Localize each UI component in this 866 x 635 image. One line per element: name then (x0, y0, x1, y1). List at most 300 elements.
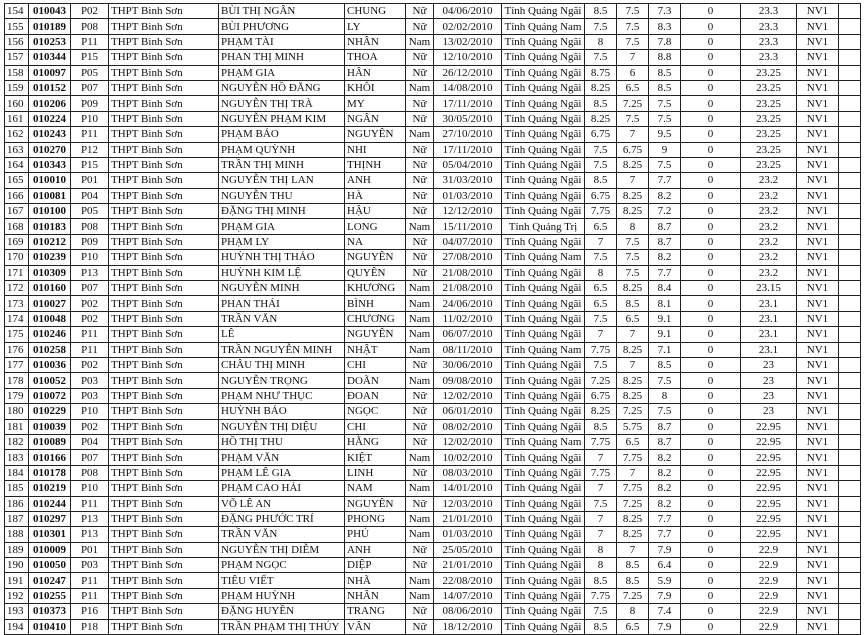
school-cell: THPT Bình Sơn (109, 450, 219, 465)
empty-cell (839, 573, 861, 588)
score-1-cell: 6.5 (585, 281, 617, 296)
room-cell: P01 (71, 542, 109, 557)
empty-cell (839, 80, 861, 95)
school-cell: THPT Bình Sơn (109, 188, 219, 203)
score-3-cell: 8.7 (649, 234, 681, 249)
wish-cell: NV1 (797, 619, 839, 634)
score-1-cell: 8.5 (585, 96, 617, 111)
score-3-cell: 6.4 (649, 558, 681, 573)
birth-date-cell: 22/08/2010 (434, 573, 502, 588)
gender-cell: Nữ (406, 234, 434, 249)
birthplace-cell: Tỉnh Quảng Ngãi (502, 327, 585, 342)
score-1-cell: 7 (585, 234, 617, 249)
room-cell: P09 (71, 96, 109, 111)
wish-cell: NV1 (797, 234, 839, 249)
school-cell: THPT Bình Sơn (109, 296, 219, 311)
room-cell: P12 (71, 142, 109, 157)
birth-date-cell: 08/11/2010 (434, 342, 502, 357)
room-cell: P11 (71, 127, 109, 142)
bonus-cell: 0 (681, 19, 741, 34)
score-2-cell: 8 (617, 219, 649, 234)
birthplace-cell: Tỉnh Quảng Ngãi (502, 588, 585, 603)
birth-date-cell: 14/08/2010 (434, 80, 502, 95)
wish-cell: NV1 (797, 527, 839, 542)
candidate-id-cell: 010050 (29, 558, 71, 573)
surname-middle-cell: PHẠM NGỌC (219, 558, 345, 573)
score-3-cell: 7.9 (649, 588, 681, 603)
row-number-cell: 165 (5, 173, 29, 188)
school-cell: THPT Bình Sơn (109, 404, 219, 419)
room-cell: P10 (71, 111, 109, 126)
bonus-cell: 0 (681, 558, 741, 573)
birthplace-cell: Tỉnh Quảng Ngãi (502, 373, 585, 388)
wish-cell: NV1 (797, 388, 839, 403)
row-number-cell: 163 (5, 142, 29, 157)
surname-middle-cell: HUỲNH BẢO (219, 404, 345, 419)
score-1-cell: 7.75 (585, 204, 617, 219)
total-score-cell: 23.2 (741, 250, 797, 265)
gender-cell: Nam (406, 127, 434, 142)
gender-cell: Nữ (406, 419, 434, 434)
empty-cell (839, 619, 861, 634)
total-score-cell: 22.95 (741, 511, 797, 526)
total-score-cell: 23.2 (741, 265, 797, 280)
table-row (5, 588, 861, 603)
given-name-cell: NHÃ (345, 573, 406, 588)
surname-middle-cell: NGUYỄN THỊ TRÀ (219, 96, 345, 111)
score-3-cell: 7.9 (649, 542, 681, 557)
row-number-cell: 161 (5, 111, 29, 126)
empty-cell (839, 234, 861, 249)
empty-cell (839, 173, 861, 188)
table-row (5, 173, 861, 188)
score-1-cell: 7.5 (585, 142, 617, 157)
candidate-id-cell: 010160 (29, 281, 71, 296)
surname-middle-cell: NGUYỄN THU (219, 188, 345, 203)
score-3-cell: 8.7 (649, 219, 681, 234)
score-1-cell: 7.75 (585, 342, 617, 357)
table-row (5, 481, 861, 496)
row-number-cell: 155 (5, 19, 29, 34)
school-cell: THPT Bình Sơn (109, 357, 219, 372)
given-name-cell: DIỆP (345, 558, 406, 573)
school-cell: THPT Bình Sơn (109, 573, 219, 588)
birthplace-cell: Tỉnh Quảng Ngãi (502, 558, 585, 573)
row-number-cell: 192 (5, 588, 29, 603)
given-name-cell: ĐOAN (345, 388, 406, 403)
school-cell: THPT Bình Sơn (109, 127, 219, 142)
gender-cell: Nữ (406, 604, 434, 619)
surname-middle-cell: ĐẶNG HUYỀN (219, 604, 345, 619)
gender-cell: Nữ (406, 173, 434, 188)
birthplace-cell: Tỉnh Quảng Ngãi (502, 157, 585, 172)
wish-cell: NV1 (797, 281, 839, 296)
total-score-cell: 22.95 (741, 496, 797, 511)
wish-cell: NV1 (797, 65, 839, 80)
wish-cell: NV1 (797, 142, 839, 157)
row-number-cell: 160 (5, 96, 29, 111)
room-cell: P11 (71, 342, 109, 357)
table-row (5, 542, 861, 557)
surname-middle-cell: BÙI PHƯƠNG (219, 19, 345, 34)
birth-date-cell: 08/03/2010 (434, 465, 502, 480)
birthplace-cell: Tỉnh Quảng Ngãi (502, 573, 585, 588)
score-2-cell: 8.25 (617, 388, 649, 403)
gender-cell: Nữ (406, 50, 434, 65)
surname-middle-cell: ĐẶNG THỊ MINH (219, 204, 345, 219)
candidate-id-cell: 010229 (29, 404, 71, 419)
total-score-cell: 23.25 (741, 65, 797, 80)
gender-cell: Nữ (406, 388, 434, 403)
table-row (5, 311, 861, 326)
gender-cell: Nữ (406, 265, 434, 280)
surname-middle-cell: LÊ (219, 327, 345, 342)
score-2-cell: 7.25 (617, 588, 649, 603)
table-body (5, 4, 861, 635)
wish-cell: NV1 (797, 4, 839, 19)
score-2-cell: 8.5 (617, 558, 649, 573)
birthplace-cell: Tỉnh Quảng Ngãi (502, 65, 585, 80)
given-name-cell: ANH (345, 173, 406, 188)
room-cell: P03 (71, 373, 109, 388)
empty-cell (839, 96, 861, 111)
total-score-cell: 23.25 (741, 157, 797, 172)
gender-cell: Nam (406, 219, 434, 234)
row-number-cell: 162 (5, 127, 29, 142)
birthplace-cell: Tỉnh Quảng Ngãi (502, 127, 585, 142)
total-score-cell: 23 (741, 404, 797, 419)
birth-date-cell: 17/11/2010 (434, 142, 502, 157)
gender-cell: Nam (406, 511, 434, 526)
total-score-cell: 23.2 (741, 234, 797, 249)
gender-cell: Nữ (406, 19, 434, 34)
bonus-cell: 0 (681, 481, 741, 496)
row-number-cell: 187 (5, 511, 29, 526)
wish-cell: NV1 (797, 373, 839, 388)
wish-cell: NV1 (797, 481, 839, 496)
score-3-cell: 8.3 (649, 19, 681, 34)
wish-cell: NV1 (797, 188, 839, 203)
school-cell: THPT Bình Sơn (109, 4, 219, 19)
gender-cell: Nữ (406, 204, 434, 219)
candidate-id-cell: 010027 (29, 296, 71, 311)
gender-cell: Nam (406, 327, 434, 342)
score-1-cell: 8.25 (585, 80, 617, 95)
wish-cell: NV1 (797, 465, 839, 480)
bonus-cell: 0 (681, 542, 741, 557)
birthplace-cell: Tỉnh Quảng Ngãi (502, 142, 585, 157)
empty-cell (839, 357, 861, 372)
score-1-cell: 6.75 (585, 388, 617, 403)
empty-cell (839, 588, 861, 603)
birth-date-cell: 24/06/2010 (434, 296, 502, 311)
room-cell: P07 (71, 450, 109, 465)
total-score-cell: 23.2 (741, 219, 797, 234)
score-2-cell: 7.5 (617, 234, 649, 249)
score-2-cell: 7.25 (617, 96, 649, 111)
birth-date-cell: 25/05/2010 (434, 542, 502, 557)
bonus-cell: 0 (681, 34, 741, 49)
room-cell: P08 (71, 19, 109, 34)
birthplace-cell: Tỉnh Quảng Ngãi (502, 311, 585, 326)
room-cell: P10 (71, 404, 109, 419)
birthplace-cell: Tỉnh Quảng Ngãi (502, 388, 585, 403)
score-3-cell: 7.7 (649, 173, 681, 188)
empty-cell (839, 342, 861, 357)
room-cell: P11 (71, 588, 109, 603)
score-3-cell: 8.2 (649, 496, 681, 511)
school-cell: THPT Bình Sơn (109, 157, 219, 172)
wish-cell: NV1 (797, 96, 839, 111)
bonus-cell: 0 (681, 388, 741, 403)
birthplace-cell: Tỉnh Quảng Nam (502, 342, 585, 357)
wish-cell: NV1 (797, 219, 839, 234)
total-score-cell: 23.2 (741, 204, 797, 219)
score-1-cell: 8 (585, 34, 617, 49)
candidate-id-cell: 010178 (29, 465, 71, 480)
empty-cell (839, 496, 861, 511)
birthplace-cell: Tỉnh Quảng Ngãi (502, 204, 585, 219)
total-score-cell: 22.95 (741, 419, 797, 434)
score-2-cell: 8.25 (617, 204, 649, 219)
candidate-id-cell: 010010 (29, 173, 71, 188)
empty-cell (839, 481, 861, 496)
candidate-id-cell: 010243 (29, 127, 71, 142)
row-number-cell: 189 (5, 542, 29, 557)
table-row (5, 157, 861, 172)
given-name-cell: KHƯƠNG (345, 281, 406, 296)
row-number-cell: 179 (5, 388, 29, 403)
score-2-cell: 6.5 (617, 619, 649, 634)
candidate-id-cell: 010189 (29, 19, 71, 34)
gender-cell: Nữ (406, 465, 434, 480)
total-score-cell: 23.3 (741, 50, 797, 65)
birth-date-cell: 27/08/2010 (434, 250, 502, 265)
room-cell: P02 (71, 311, 109, 326)
score-1-cell: 7 (585, 327, 617, 342)
table-row (5, 111, 861, 126)
school-cell: THPT Bình Sơn (109, 327, 219, 342)
birth-date-cell: 12/02/2010 (434, 434, 502, 449)
row-number-cell: 164 (5, 157, 29, 172)
surname-middle-cell: PHẠM VĂN (219, 450, 345, 465)
score-2-cell: 6.5 (617, 311, 649, 326)
birth-date-cell: 06/01/2010 (434, 404, 502, 419)
candidate-id-cell: 010009 (29, 542, 71, 557)
score-1-cell: 8.75 (585, 65, 617, 80)
score-1-cell: 7 (585, 527, 617, 542)
bonus-cell: 0 (681, 188, 741, 203)
row-number-cell: 182 (5, 434, 29, 449)
table-row (5, 511, 861, 526)
given-name-cell: NGUYÊN (345, 327, 406, 342)
row-number-cell: 156 (5, 34, 29, 49)
row-number-cell: 185 (5, 481, 29, 496)
total-score-cell: 22.95 (741, 434, 797, 449)
row-number-cell: 158 (5, 65, 29, 80)
bonus-cell: 0 (681, 204, 741, 219)
given-name-cell: DOÃN (345, 373, 406, 388)
school-cell: THPT Bình Sơn (109, 496, 219, 511)
gender-cell: Nữ (406, 111, 434, 126)
given-name-cell: CHI (345, 357, 406, 372)
wish-cell: NV1 (797, 265, 839, 280)
candidate-id-cell: 010224 (29, 111, 71, 126)
empty-cell (839, 111, 861, 126)
gender-cell: Nam (406, 588, 434, 603)
gender-cell: Nam (406, 342, 434, 357)
given-name-cell: MY (345, 96, 406, 111)
bonus-cell: 0 (681, 111, 741, 126)
birthplace-cell: Tỉnh Quảng Ngãi (502, 357, 585, 372)
birthplace-cell: Tỉnh Quảng Ngãi (502, 188, 585, 203)
row-number-cell: 172 (5, 281, 29, 296)
birthplace-cell: Tỉnh Quảng Nam (502, 19, 585, 34)
score-2-cell: 6.75 (617, 142, 649, 157)
birth-date-cell: 01/03/2010 (434, 527, 502, 542)
birth-date-cell: 12/03/2010 (434, 496, 502, 511)
total-score-cell: 23.25 (741, 142, 797, 157)
surname-middle-cell: PHẠM CAO HẢI (219, 481, 345, 496)
wish-cell: NV1 (797, 496, 839, 511)
given-name-cell: LONG (345, 219, 406, 234)
candidate-id-cell: 010212 (29, 234, 71, 249)
given-name-cell: NGÂN (345, 111, 406, 126)
room-cell: P01 (71, 173, 109, 188)
birth-date-cell: 11/02/2010 (434, 311, 502, 326)
given-name-cell: NHẬT (345, 342, 406, 357)
score-3-cell: 7.5 (649, 157, 681, 172)
score-3-cell: 8.5 (649, 65, 681, 80)
school-cell: THPT Bình Sơn (109, 34, 219, 49)
birthplace-cell: Tỉnh Quảng Ngãi (502, 265, 585, 280)
bonus-cell: 0 (681, 450, 741, 465)
given-name-cell: BÌNH (345, 296, 406, 311)
room-cell: P08 (71, 219, 109, 234)
room-cell: P02 (71, 4, 109, 19)
score-2-cell: 8.25 (617, 511, 649, 526)
room-cell: P02 (71, 296, 109, 311)
wish-cell: NV1 (797, 311, 839, 326)
gender-cell: Nữ (406, 357, 434, 372)
row-number-cell: 180 (5, 404, 29, 419)
wish-cell: NV1 (797, 157, 839, 172)
empty-cell (839, 19, 861, 34)
row-number-cell: 174 (5, 311, 29, 326)
bonus-cell: 0 (681, 50, 741, 65)
school-cell: THPT Bình Sơn (109, 50, 219, 65)
candidate-id-cell: 010043 (29, 4, 71, 19)
score-3-cell: 7.5 (649, 404, 681, 419)
wish-cell: NV1 (797, 19, 839, 34)
score-3-cell: 7.7 (649, 265, 681, 280)
table-row (5, 19, 861, 34)
gender-cell: Nữ (406, 542, 434, 557)
gender-cell: Nữ (406, 4, 434, 19)
total-score-cell: 23.2 (741, 188, 797, 203)
bonus-cell: 0 (681, 173, 741, 188)
empty-cell (839, 188, 861, 203)
score-1-cell: 8.5 (585, 573, 617, 588)
surname-middle-cell: PHẠM NHƯ THỤC (219, 388, 345, 403)
total-score-cell: 22.9 (741, 604, 797, 619)
school-cell: THPT Bình Sơn (109, 527, 219, 542)
room-cell: P13 (71, 511, 109, 526)
row-number-cell: 168 (5, 219, 29, 234)
birthplace-cell: Tỉnh Quảng Ngãi (502, 281, 585, 296)
birthplace-cell: Tỉnh Quảng Ngãi (502, 173, 585, 188)
table-row (5, 250, 861, 265)
score-2-cell: 8.5 (617, 296, 649, 311)
score-2-cell: 6 (617, 65, 649, 80)
total-score-cell: 22.95 (741, 481, 797, 496)
bonus-cell: 0 (681, 496, 741, 511)
school-cell: THPT Bình Sơn (109, 281, 219, 296)
birthplace-cell: Tỉnh Quảng Ngãi (502, 542, 585, 557)
given-name-cell: NHÂN (345, 34, 406, 49)
total-score-cell: 23.1 (741, 311, 797, 326)
score-3-cell: 8.5 (649, 357, 681, 372)
candidate-id-cell: 010219 (29, 481, 71, 496)
school-cell: THPT Bình Sơn (109, 373, 219, 388)
score-1-cell: 7 (585, 481, 617, 496)
score-2-cell: 8 (617, 604, 649, 619)
given-name-cell: ANH (345, 542, 406, 557)
empty-cell (839, 250, 861, 265)
row-number-cell: 178 (5, 373, 29, 388)
score-3-cell: 8.2 (649, 481, 681, 496)
given-name-cell: NA (345, 234, 406, 249)
score-3-cell: 7.7 (649, 511, 681, 526)
total-score-cell: 23.2 (741, 173, 797, 188)
candidate-id-cell: 010048 (29, 311, 71, 326)
candidate-id-cell: 010244 (29, 496, 71, 511)
room-cell: P08 (71, 465, 109, 480)
birthplace-cell: Tỉnh Quảng Ngãi (502, 34, 585, 49)
birthplace-cell: Tỉnh Quảng Nam (502, 434, 585, 449)
birth-date-cell: 31/03/2010 (434, 173, 502, 188)
bonus-cell: 0 (681, 142, 741, 157)
given-name-cell: QUYÊN (345, 265, 406, 280)
total-score-cell: 23 (741, 388, 797, 403)
candidate-id-cell: 010373 (29, 604, 71, 619)
bonus-cell: 0 (681, 588, 741, 603)
table-row (5, 496, 861, 511)
bonus-cell: 0 (681, 573, 741, 588)
wish-cell: NV1 (797, 434, 839, 449)
empty-cell (839, 157, 861, 172)
candidate-id-cell: 010089 (29, 434, 71, 449)
row-number-cell: 184 (5, 465, 29, 480)
score-2-cell: 7 (617, 465, 649, 480)
birth-date-cell: 01/03/2010 (434, 188, 502, 203)
wish-cell: NV1 (797, 558, 839, 573)
birthplace-cell: Tỉnh Quảng Nam (502, 250, 585, 265)
score-1-cell: 7.5 (585, 604, 617, 619)
bonus-cell: 0 (681, 404, 741, 419)
birth-date-cell: 17/11/2010 (434, 96, 502, 111)
total-score-cell: 23.25 (741, 96, 797, 111)
given-name-cell: NGUYÊN (345, 250, 406, 265)
school-cell: THPT Bình Sơn (109, 111, 219, 126)
row-number-cell: 157 (5, 50, 29, 65)
empty-cell (839, 281, 861, 296)
row-number-cell: 170 (5, 250, 29, 265)
surname-middle-cell: HỒ THỊ THU (219, 434, 345, 449)
candidate-id-cell: 010052 (29, 373, 71, 388)
total-score-cell: 23.25 (741, 127, 797, 142)
candidate-id-cell: 010270 (29, 142, 71, 157)
